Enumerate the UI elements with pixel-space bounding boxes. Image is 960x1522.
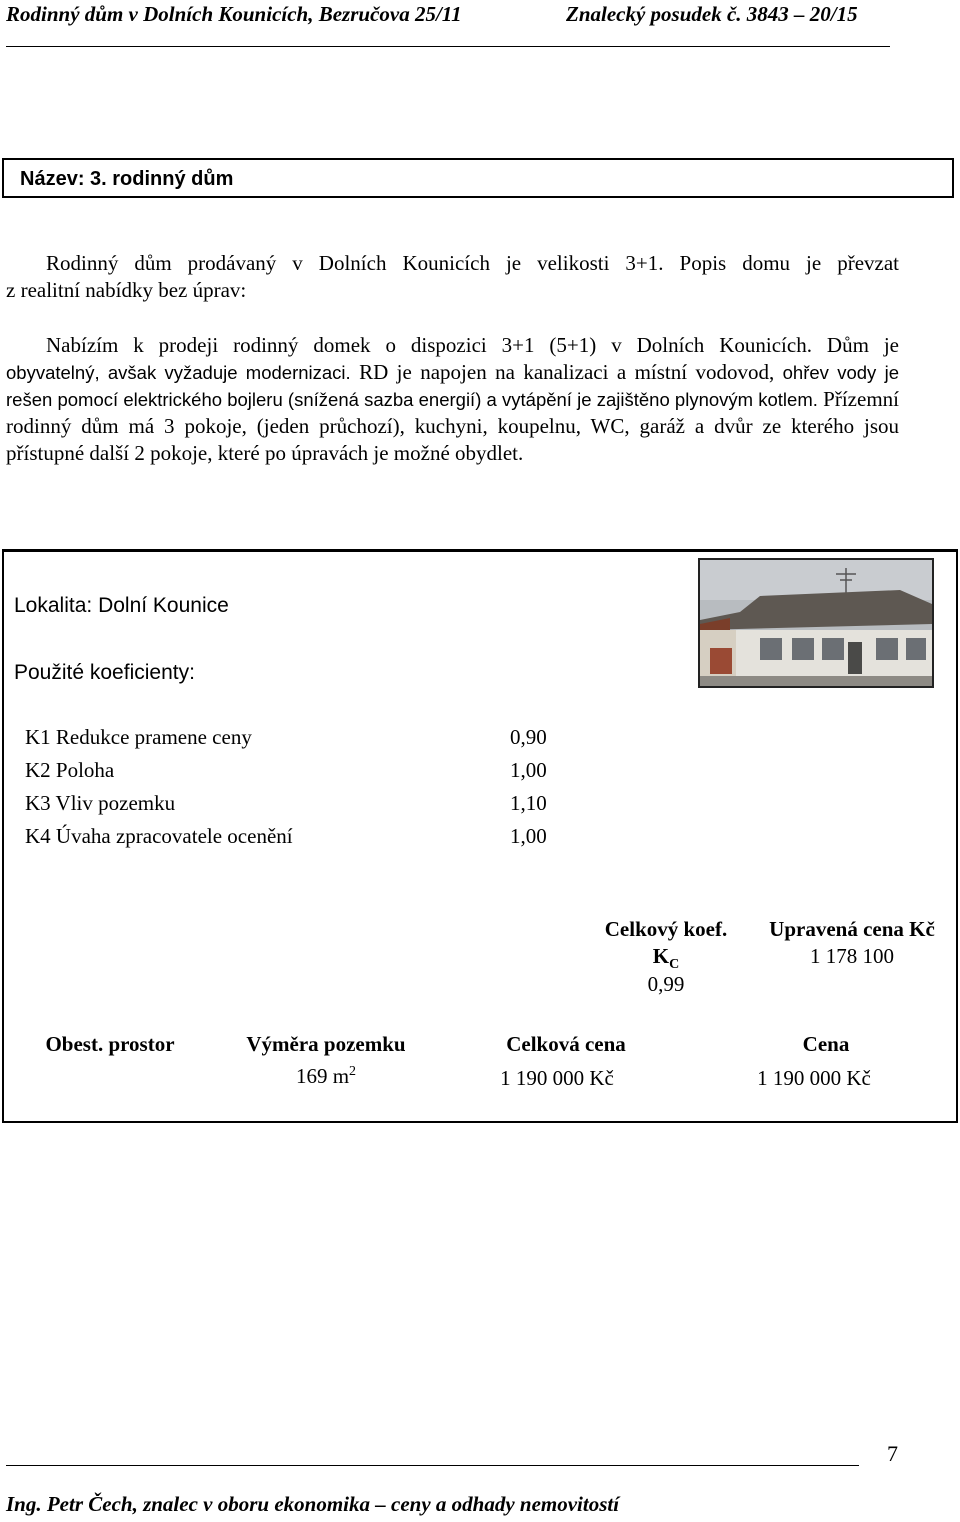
- upravena-cena-label: Upravená cena Kč: [769, 917, 935, 941]
- lokalita-value: Dolní Kounice: [98, 594, 229, 617]
- obest-prostor-label: Obest. prostor: [45, 1032, 175, 1056]
- footer-rule: [6, 1465, 859, 1466]
- k4-value: 1,00: [510, 824, 547, 848]
- vymera-label: Výměra pozemku: [246, 1032, 406, 1056]
- card-top-border: [2, 549, 958, 552]
- celkovy-koef-label: Celkový koef.: [604, 917, 728, 941]
- description-part-2: obyvatelný, avšak vyžaduje modernizaci.: [6, 362, 351, 383]
- celkova-cena-value: 1 190 000 Kč: [500, 1066, 614, 1090]
- k2-value: 1,00: [510, 758, 547, 782]
- kc-sub: C: [669, 957, 680, 973]
- kc-label: [586, 944, 746, 973]
- k2-label: K2 Poloha: [25, 758, 115, 782]
- title-box: [2, 158, 954, 198]
- page-number: 7: [887, 1441, 898, 1466]
- description-part-5: Přízemní rodinný dům má 3 pokoje, (jeden průchozí), kuchyni, koupelnu, WC, garáž a dvůr ze kterého jsou přístupné další 2 pokoje, které po úpravách je možné obydlet.: [6, 387, 899, 465]
- cena-label: Cena: [802, 1032, 850, 1056]
- celkova-cena-label: Celková cena: [506, 1032, 626, 1056]
- header-left: Rodinný dům v Dolních Kounicích, Bezručova 25/11: [6, 2, 462, 26]
- cena-value: 1 190 000 Kč: [757, 1066, 871, 1090]
- lokalita-label: Lokalita:: [14, 594, 93, 617]
- upravena-cena-value: 1 178 100: [810, 944, 894, 968]
- koeficienty-label: Použité koeficienty:: [14, 661, 195, 684]
- house-photo: [698, 558, 934, 688]
- header-rule: [6, 46, 890, 47]
- k1-label: K1 Redukce pramene ceny: [25, 725, 252, 749]
- house-photo-image: [700, 560, 932, 686]
- k4-label: K4 Úvaha zpracovatele ocenění: [25, 824, 293, 848]
- vymera-value: [216, 1064, 436, 1089]
- card-bottom-accent: [188, 1121, 698, 1123]
- header-right: Znalecký posudek č. 3843 – 20/15: [566, 2, 858, 26]
- footer-author: Ing. Petr Čech, znalec v oboru ekonomika – ceny a odhady nemovitostí: [6, 1492, 620, 1516]
- lokalita: [14, 594, 229, 618]
- intro-line-1: Rodinný dům prodávaný v Dolních Kounicích je velikosti 3+1. Popis domu je převzat: [46, 251, 899, 275]
- description-part-3: RD je napojen na kanalizaci a místní vodovod,: [359, 360, 775, 384]
- intro-line-2: z realitní nabídky bez úprav:: [6, 278, 247, 302]
- k1-value: 0,90: [510, 725, 547, 749]
- description-part-4: ohřev vody je rešen pomocí elektrického bojleru (snížená sazba energií) a vytápění je zajištěno plynovým kotlem.: [6, 362, 899, 410]
- intro-paragraph: [6, 250, 899, 304]
- kc-main: K: [652, 944, 670, 968]
- k3-label: K3 Vliv pozemku: [25, 791, 176, 815]
- description-part-1: Nabízím k prodeji rodinný domek o dispozici 3+1 (5+1) v Dolních Kounicích. Dům je: [46, 333, 899, 357]
- description-paragraph: [6, 332, 899, 467]
- vymera-sup: 2: [349, 1064, 357, 1079]
- page-title: Název: 3. rodinný dům: [20, 168, 234, 190]
- k3-value: 1,10: [510, 791, 547, 815]
- vymera-number: 169 m: [295, 1064, 350, 1088]
- kc-value: 0,99: [647, 972, 685, 996]
